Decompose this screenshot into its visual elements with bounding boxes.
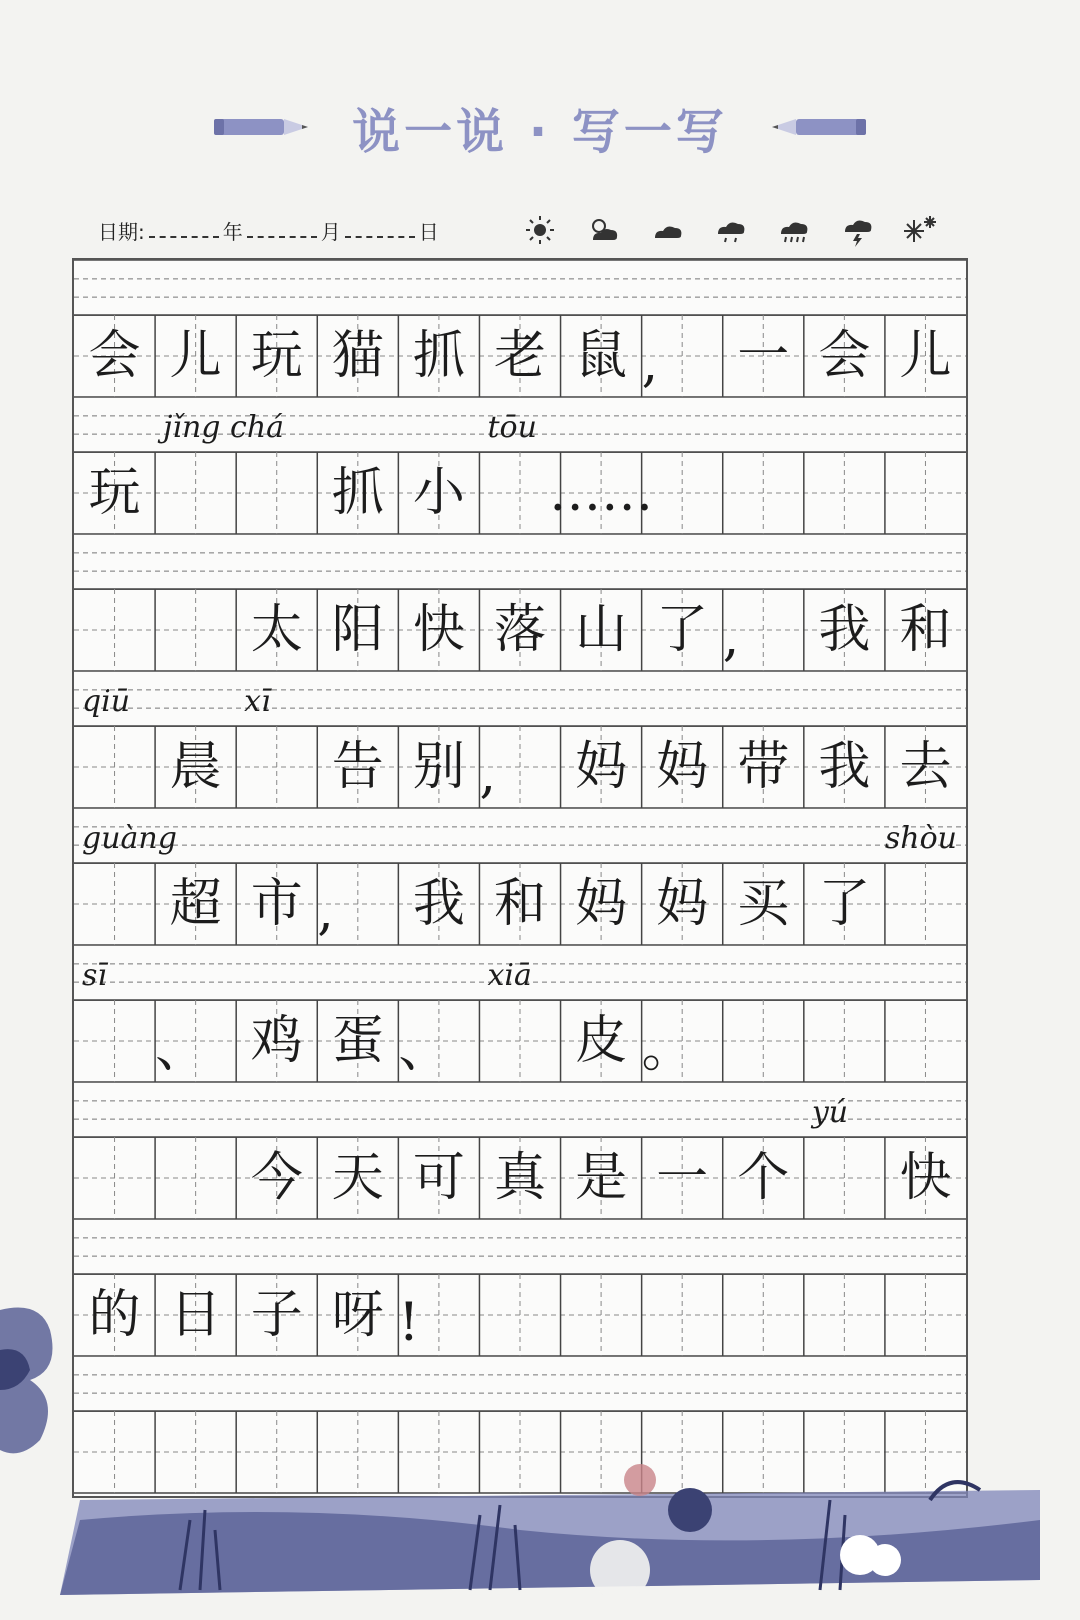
- grid-character: 快: [412, 600, 465, 660]
- grid-character: 了: [818, 874, 871, 934]
- grid-character: 蛋: [331, 1011, 384, 1071]
- grid-character: 我: [818, 600, 871, 660]
- grid-character: 日: [169, 1285, 222, 1345]
- grid-character: 真: [493, 1148, 546, 1208]
- grid-character: 和: [493, 874, 546, 934]
- grid-character: 市: [250, 874, 303, 934]
- grid-character: 山: [575, 600, 628, 660]
- grid-character: 阳: [331, 600, 384, 660]
- grid-character: 、: [398, 1019, 451, 1079]
- grid-character: ,: [641, 334, 659, 394]
- grid-character: 会: [88, 326, 141, 386]
- pinyin-annotation: xī: [244, 684, 271, 719]
- month-label: 月: [320, 219, 341, 244]
- grid-character: ,: [722, 608, 740, 668]
- thunderstorm-icon[interactable]: [837, 212, 877, 248]
- grid-character: 抓: [412, 326, 465, 386]
- grid-character: 一: [656, 1148, 709, 1208]
- pinyin-annotation: xiā: [487, 958, 532, 993]
- grid-character: 晨: [169, 737, 222, 797]
- grid-character: !: [398, 1293, 420, 1353]
- partly-cloudy-icon[interactable]: [583, 212, 623, 248]
- grid-character: 去: [899, 737, 952, 797]
- grid-character: 。: [641, 1019, 694, 1079]
- grid-character: 妈: [575, 874, 628, 934]
- grid-character: 买: [737, 874, 790, 934]
- grid-character: 儿: [899, 326, 952, 386]
- grid-character: 的: [88, 1285, 141, 1345]
- date-row: [98, 210, 439, 250]
- year-blank[interactable]: [149, 222, 219, 238]
- weather-selector: [520, 208, 940, 252]
- brush-decoration-left: [0, 1290, 80, 1460]
- page-header: [0, 92, 1080, 162]
- heavy-rain-icon[interactable]: [773, 212, 813, 248]
- grid-character: 鼠: [575, 326, 628, 386]
- grid-character: 我: [412, 874, 465, 934]
- snow-icon[interactable]: [900, 212, 940, 248]
- pinyin-annotation: guàng: [82, 821, 177, 856]
- pinyin-annotation: jǐng chá: [163, 410, 285, 445]
- grid-character: 带: [737, 737, 790, 797]
- grid-character: 天: [331, 1148, 384, 1208]
- cloudy-icon[interactable]: [647, 212, 687, 248]
- grid-character: 儿: [169, 326, 222, 386]
- day-label: 日: [418, 219, 439, 244]
- grid-character: 鸡: [250, 1011, 303, 1071]
- pencil-right-icon: [768, 114, 868, 140]
- grid-character: 快: [899, 1148, 952, 1208]
- grid-character: 一: [737, 326, 790, 386]
- grid-character: 我: [818, 737, 871, 797]
- grid-character: 小: [412, 463, 465, 523]
- pinyin-annotation: qiū: [82, 684, 131, 719]
- grid-character: 妈: [656, 874, 709, 934]
- grid-character: 抓: [331, 463, 384, 523]
- grid-character: 了: [656, 600, 709, 660]
- grid-character: 玩: [250, 326, 303, 386]
- grid-character: 会: [818, 326, 871, 386]
- grid-character: 可: [412, 1148, 465, 1208]
- grid-character: 告: [331, 737, 384, 797]
- grid-character: 玩: [88, 463, 141, 523]
- grid-character: 老: [493, 326, 546, 386]
- grid-character: 皮: [575, 1011, 628, 1071]
- grid-character: ,: [479, 745, 496, 805]
- grid-character: 妈: [656, 737, 709, 797]
- grid-character: 今: [250, 1148, 303, 1208]
- sunny-icon[interactable]: [520, 212, 560, 248]
- grid-character: 别: [412, 737, 465, 797]
- grid-character: 猫: [331, 326, 384, 386]
- grid-character: ,: [317, 882, 334, 942]
- pinyin-annotation: tōu: [487, 410, 537, 445]
- grid-character: 落: [493, 600, 546, 660]
- writing-grid: [72, 258, 968, 1498]
- year-label: 年: [222, 219, 243, 244]
- grid-character: 和: [899, 600, 952, 660]
- grid-character: 个: [737, 1148, 790, 1208]
- date-label: 日期:: [98, 219, 145, 244]
- grid-character: 超: [169, 874, 222, 934]
- pinyin-annotation: sī: [82, 958, 107, 993]
- grid-character: 呀: [331, 1285, 384, 1345]
- pencil-left-icon: [212, 114, 312, 140]
- grid-character: 、: [155, 1019, 208, 1079]
- grid-character: 是: [575, 1148, 628, 1208]
- pinyin-annotation: yú: [811, 1095, 849, 1130]
- page-title: 说一说 · 写一写: [352, 103, 728, 160]
- grid-character: 太: [250, 600, 303, 660]
- pinyin-annotation: shòu: [884, 821, 958, 856]
- month-blank[interactable]: [247, 222, 317, 238]
- day-blank[interactable]: [345, 222, 415, 238]
- light-rain-icon[interactable]: [710, 212, 750, 248]
- grid-character: ……: [549, 463, 654, 523]
- handwriting-layer: [74, 260, 966, 1496]
- grid-character: 子: [250, 1285, 303, 1345]
- grid-character: 妈: [575, 737, 628, 797]
- footer-decoration: [0, 1460, 1080, 1620]
